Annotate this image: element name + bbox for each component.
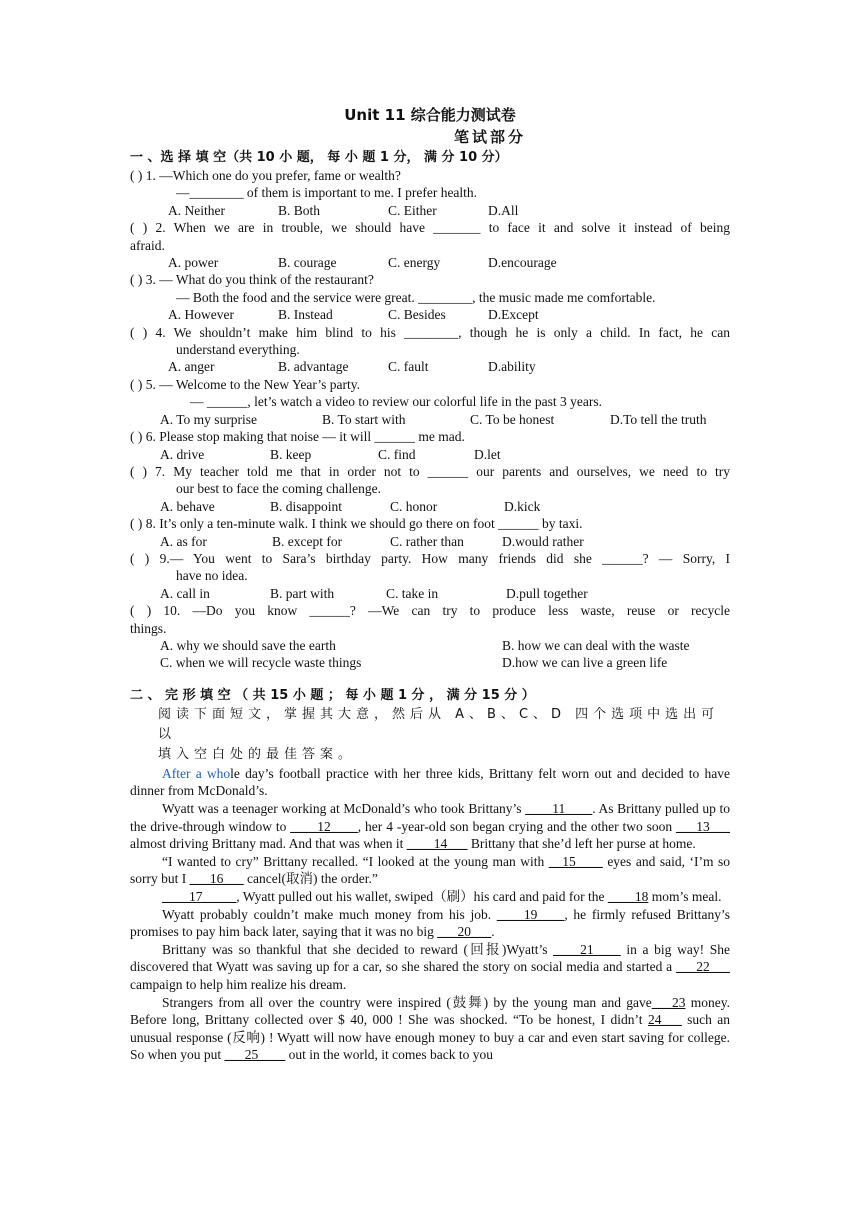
q4-stem: ( ) 4. We shouldn’t make him blind to his ________, though he is only a child. In fact, he can [130,324,730,340]
passage-paragraph-4 [130,888,730,906]
q3-cont: — Both the food and the service were great. ________, the music made me comfortable. [176,289,656,305]
q10-option-b: B. how we can deal with the waste [502,637,690,653]
q9-cont: have no idea. [176,568,248,584]
passage-text: Strangers from all over the country were inspired (鼓舞) by the young man and gave [162,994,652,1010]
blank-18: ____18 [607,888,649,904]
blank-16: ___16___ [189,871,244,887]
q2-option-b: B. courage [278,255,337,271]
passage-text: , Wyatt pulled out his wallet, swiped（刷）his card and paid for the [236,888,608,904]
q3-option-b: B. Instead [278,307,333,323]
q5-stem: ( ) 5. — Welcome to the New Year’s party. [130,376,360,392]
q7-option-b: B. disappoint [270,498,343,514]
q6-option-b: B. keep [270,446,312,462]
q2-cont: afraid. [130,237,165,253]
q7-option-a: A. behave [160,498,215,514]
blank-22: ___22___ [676,959,730,975]
q6-option-a: A. drive [160,446,205,462]
passage-text: Brittany was so thankful that she decided to reward (回报)Wyatt’s [162,941,554,957]
passage-text: , he firmly refused Brittany’s promises to pay him back later, saying that it was no big [130,906,730,940]
passage-text: Wyatt was a teenager working at McDonald’s who took Brittany’s [162,800,526,816]
q9-stem: ( ) 9.— You went to Sara’s birthday party. How many friends did she ______? — Sorry, I [130,550,730,566]
section1-heading: 一 、选 择 填 空（共 10 小 题， 每 小 题 1 分， 满 分 10 分） [130,150,508,165]
section2-heading: 二 、 完 形 填 空 （ 共 15 小 题 ； 每 小 题 1 分 ， 满 分 15 分 ） [130,687,535,703]
q4-cont: understand everything. [176,342,300,358]
q7-option-c: C. honor [390,498,438,514]
passage-text: eyes and said, ‘I’m so sorry but I [130,853,731,887]
exam-page [130,104,730,1064]
passage-text: , her 4 -year-old son began crying and the other two soon [357,818,676,834]
q7-cont: our best to face the coming challenge. [176,481,382,497]
blank-24: 24___ [647,1012,682,1028]
q6-options [130,446,730,463]
passage-paragraph-3 [130,853,730,888]
blank-23: ___23 [651,994,686,1010]
q1-option-c: C. Either [388,202,437,218]
passage-text: Brittany that she’d left her purse at home. [467,836,696,852]
q2-options [130,254,730,271]
passage-text: cancel(取消) the order.” [243,871,378,887]
q10-option-a: A. why we should save the earth [160,637,336,653]
passage-text: almost driving Brittany mad. And that was when it [130,836,407,852]
section2-instruction-2: 填入空白处的最佳答案。 [158,746,357,762]
q3-option-d: D.Except [488,307,539,323]
q8-options [130,533,730,550]
passage-highlight: After a who [162,765,231,781]
blank-17: ____17_____ [162,888,237,904]
q10-options-row2 [130,654,730,671]
q2-stem: ( ) 2. When we are in trouble, we should have _______ to face it and solve it instead of being [130,220,730,236]
passage-text: . [491,924,495,940]
blank-12: ____12____ [290,818,358,834]
q10-option-d: D.how we can live a green life [502,655,668,671]
q1-option-a: A. Neither [168,202,225,218]
q10-cont: things. [130,620,167,636]
q9-option-b: B. part with [270,585,335,601]
passage-text: campaign to help him realize his dream. [130,976,347,992]
passage-paragraph-1 [130,765,730,800]
q7-stem: ( ) 7. My teacher told me that in order not to ______ our parents and ourselves, we need to try [130,463,730,479]
q6-stem: ( ) 6. Please stop making that noise — it will ______ me mad. [130,429,465,445]
blank-19: ____19____ [496,906,565,922]
passage-text: money. Before long, Brittany collected over $ 40, 000 ! She was shocked. “To be honest, I didn’t [130,994,730,1028]
q1-cont: —________ of them is important to me. I prefer health. [176,185,478,201]
q5-option-c: C. To be honest [470,411,555,427]
blank-15: __15____ [548,853,603,869]
q1-options [130,202,730,219]
q8-option-a: A. as for [160,533,207,549]
section2-instruction-1: 阅读下面短文，掌握其大意，然后从 A、B、C、D 四个选项中选出可以 [158,706,720,742]
passage-text: le day’s football practice with her three kids, Brittany felt worn out and decided to have dinner from McDonald’s. [130,765,730,799]
q9-option-d: D.pull together [506,585,588,601]
q8-option-c: C. rather than [390,533,464,549]
passage-text: “I wanted to cry” Brittany recalled. “I looked at the young man with [162,853,549,869]
q10-options-row1 [130,637,730,654]
blank-14: ____14___ [406,836,468,852]
passage-text: . As Brittany pulled up to the drive-through window to [130,800,730,834]
passage-text: in a big way! She discovered that Wyatt was saving up for a car, so she shared the story on social media and started a [130,941,730,975]
page-subtitle: 笔试部分 [454,128,527,146]
q10-option-c: C. when we will recycle waste things [160,655,362,671]
q8-option-b: B. except for [272,533,343,549]
q8-option-d: D.would rather [502,533,584,549]
page-title: Unit 11 综合能力测试卷 [344,106,516,124]
q1-option-b: B. Both [278,202,321,218]
q4-option-d: D.ability [488,359,536,375]
q5-cont: — ______, let’s watch a video to review our colorful life in the past 3 years. [190,394,603,410]
q3-options [130,306,730,323]
passage-paragraph-5 [130,906,730,941]
blank-11: ____11____ [525,800,593,816]
q4-option-c: C. fault [388,359,429,375]
q9-option-a: A. call in [160,585,210,601]
q7-options [130,498,730,515]
q9-option-c: C. take in [386,585,439,601]
passage-text: such an unusual response (反响) ! Wyatt will now have enough money to buy a car and even start saving for college. So when you put [130,1012,730,1063]
passage-paragraph-2 [130,800,730,853]
passage-text: Wyatt probably couldn’t make much money from his job. [162,906,497,922]
blank-20: ___20___ [437,924,492,940]
q5-option-a: A. To my surprise [160,411,258,427]
blank-21: ____21____ [553,941,621,957]
q4-option-a: A. anger [168,359,215,375]
q4-options [130,358,730,375]
q8-stem: ( ) 8. It’s only a ten-minute walk. I think we should go there on foot ______ by taxi. [130,516,583,532]
q5-option-b: B. To start with [322,411,406,427]
q6-option-c: C. find [378,446,416,462]
passage-paragraph-7 [130,994,730,1064]
q2-option-c: C. energy [388,255,441,271]
q2-option-a: A. power [168,255,219,271]
q7-option-d: D.kick [504,498,541,514]
blank-25: ___25____ [224,1047,286,1063]
q3-option-a: A. However [168,307,234,323]
q1-stem: ( ) 1. —Which one do you prefer, fame or wealth? [130,168,401,183]
q4-option-b: B. advantage [278,359,349,375]
q5-options [130,411,730,428]
q5-option-d: D.To tell the truth [610,411,707,427]
q3-option-c: C. Besides [388,307,446,323]
q1-option-d: D.All [488,202,519,218]
passage-text: out in the world, it comes back to you [285,1047,493,1063]
q3-stem: ( ) 3. — What do you think of the restaurant? [130,272,374,288]
q9-options [130,585,730,602]
passage-paragraph-6 [130,941,730,994]
section-gap [130,672,730,686]
q6-option-d: D.let [474,446,501,462]
q2-option-d: D.encourage [488,255,557,271]
blank-13: ___13___ [676,818,730,834]
q10-stem: ( ) 10. —Do you know ______? —We can try to produce less waste, reuse or recycle [130,603,730,619]
passage-text: mom’s meal. [648,888,722,904]
